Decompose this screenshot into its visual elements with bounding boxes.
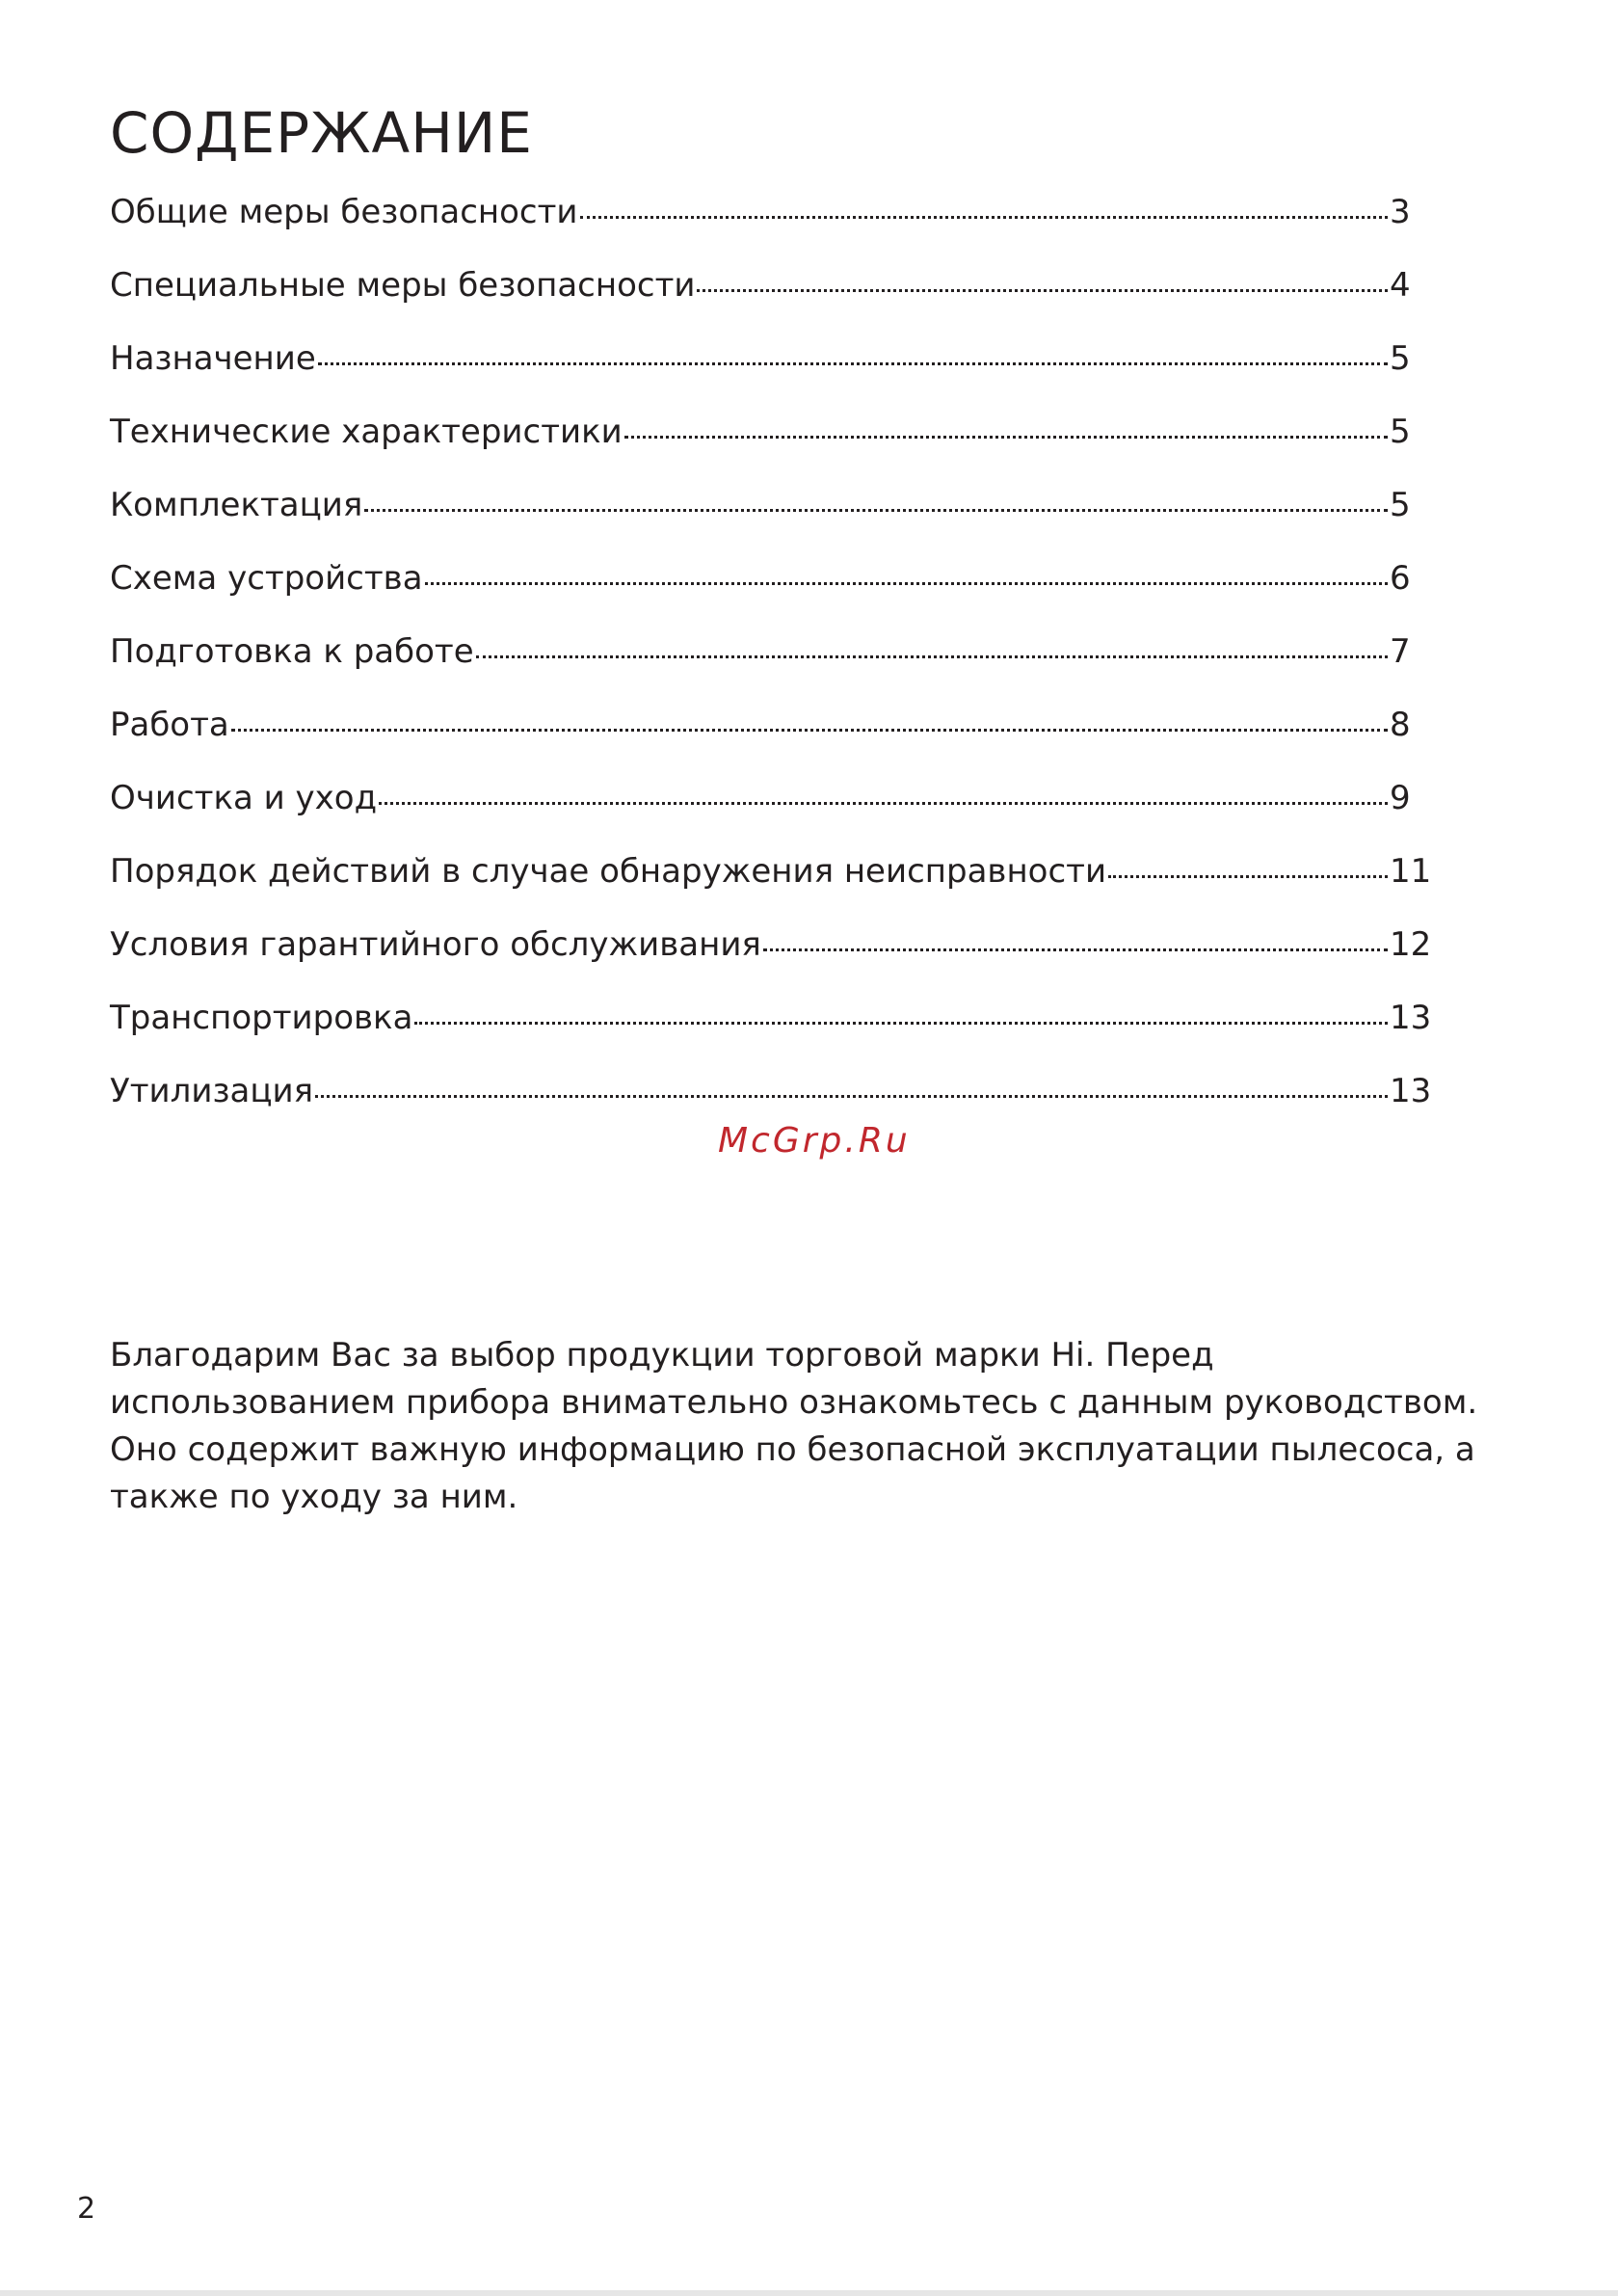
toc-item-label: Комплектация — [110, 486, 363, 524]
toc-item-label: Транспортировка — [110, 999, 413, 1037]
table-of-contents — [110, 183, 1436, 1135]
toc-item[interactable] — [110, 549, 1436, 623]
toc-leader-dots — [379, 802, 1388, 805]
toc-item-page: 13 — [1390, 999, 1432, 1037]
toc-leader-dots — [315, 1095, 1388, 1098]
toc-item-page: 4 — [1390, 266, 1411, 305]
toc-leader-dots — [624, 436, 1388, 439]
toc-item-page: 13 — [1390, 1072, 1432, 1110]
toc-item-page: 9 — [1390, 779, 1411, 817]
toc-leader-dots — [318, 362, 1388, 365]
toc-item-label: Очистка и уход — [110, 779, 378, 817]
toc-item-page: 6 — [1390, 559, 1411, 598]
page-number: 2 — [77, 2192, 96, 2226]
toc-item[interactable] — [110, 403, 1436, 476]
toc-item[interactable] — [110, 769, 1436, 842]
toc-leader-dots — [1108, 875, 1388, 878]
intro-paragraph: Благодарим Вас за выбор продукции торговой марки Hi. Перед использованием прибора внимательно ознакомьтесь с данным руководством. Оно содержит важную информацию по безопасной эксплуатации пылесоса, а также по уходу за ним. — [110, 1336, 1478, 1516]
toc-item-page: 5 — [1390, 486, 1411, 524]
toc-item-page: 7 — [1390, 632, 1411, 671]
toc-item-page: 3 — [1390, 193, 1411, 231]
page-title: СОДЕРЖАНИЕ — [110, 100, 533, 166]
toc-item-label: Общие меры безопасности — [110, 193, 578, 231]
toc-item-label: Технические характеристики — [110, 413, 623, 451]
toc-item-page: 5 — [1390, 413, 1411, 451]
toc-item-label: Утилизация — [110, 1072, 314, 1110]
toc-item-label: Подготовка к работе — [110, 632, 474, 671]
toc-leader-dots — [697, 289, 1388, 292]
toc-leader-dots — [425, 582, 1388, 585]
toc-item[interactable] — [110, 330, 1436, 403]
toc-item-page: 11 — [1390, 852, 1432, 891]
toc-leader-dots — [763, 948, 1388, 951]
toc-item-page: 5 — [1390, 339, 1411, 378]
toc-leader-dots — [364, 509, 1388, 512]
toc-item[interactable] — [110, 696, 1436, 769]
toc-item[interactable] — [110, 623, 1436, 696]
toc-leader-dots — [476, 655, 1388, 658]
toc-item-label: Схема устройства — [110, 559, 423, 598]
toc-item-label: Порядок действий в случае обнаружения неисправности — [110, 852, 1107, 891]
toc-item-page: 12 — [1390, 925, 1432, 964]
toc-item[interactable] — [110, 476, 1436, 549]
toc-item-label: Работа — [110, 706, 229, 744]
toc-item-label: Специальные меры безопасности — [110, 266, 696, 305]
toc-item-label: Условия гарантийного обслуживания — [110, 925, 761, 964]
toc-item[interactable] — [110, 183, 1436, 256]
toc-item[interactable] — [110, 256, 1436, 330]
bottom-divider — [0, 2290, 1618, 2296]
toc-item-label: Назначение — [110, 339, 316, 378]
toc-item[interactable] — [110, 916, 1436, 989]
toc-item[interactable] — [110, 989, 1436, 1062]
toc-item[interactable] — [110, 842, 1436, 916]
toc-item-page: 8 — [1390, 706, 1411, 744]
watermark-link[interactable]: McGrp.Ru — [718, 1121, 911, 1161]
toc-leader-dots — [580, 216, 1388, 219]
toc-leader-dots — [231, 729, 1388, 732]
toc-leader-dots — [414, 1022, 1388, 1025]
